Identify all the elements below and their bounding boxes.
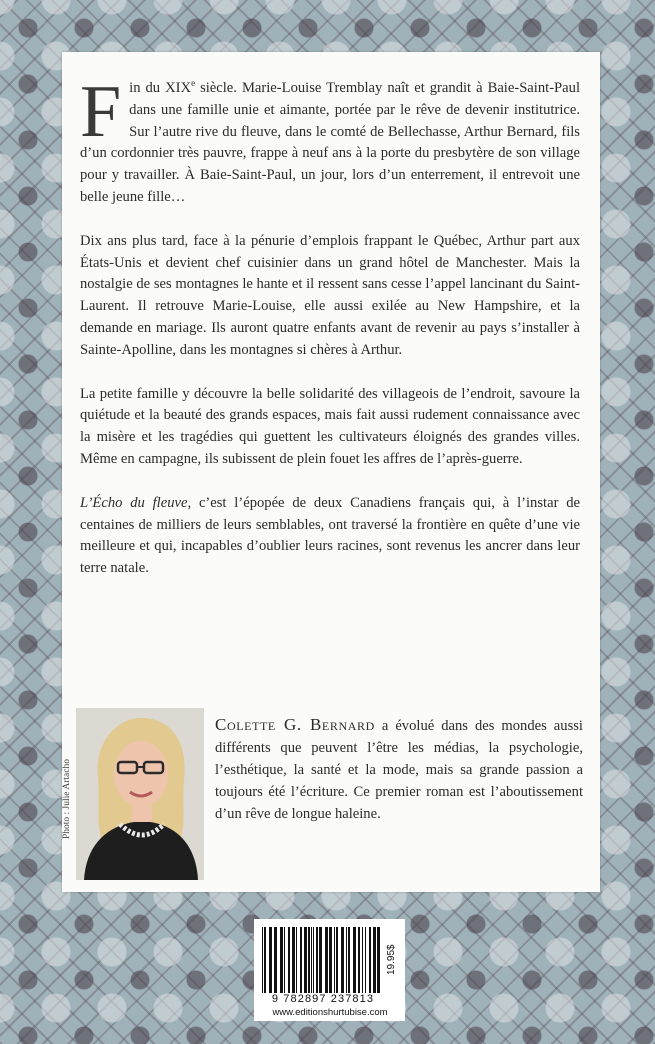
price: 19.95$ xyxy=(386,944,397,976)
synopsis-paragraph-2: Dix ans plus tard, face à la pénurie d’emplois frappant le Québec, Arthur part aux États-Unis et devient chef cuisinier dans un grand hôtel de Manchester. Mais la nostalgie de ses montagnes le hante et il ressent sans cesse l’appel lancinant du Saint-Laurent. Il retrouve Marie-Louise, elle aussi exilée au New Hampshire, et la demande en mariage. Ils auront quatre enfants avant de revenir au pays s’installer à Sainte-Apolline, dans les montagnes si chères à Arthur. xyxy=(80,232,580,358)
synopsis xyxy=(80,71,581,602)
photo-credit: Photo : Julie Artacho xyxy=(62,759,72,839)
barcode-block xyxy=(254,919,405,1021)
isbn-barcode xyxy=(260,927,386,993)
isbn-number: 9 782897 237813 xyxy=(271,993,375,1005)
synopsis-paragraph-3: La petite famille y découvre la belle solidarité des villageois de l’endroit, savoure la quiétude et la beauté des grands espaces, mais fait aussi rudement connaissance avec la misère et les tragédies qui guettent les cultivateurs éloignés des grandes villes. Même en campagne, ils subissent de plein fouet les affres de l’après-guerre. xyxy=(80,385,580,467)
author-bio: Colette G. Bernard a évolué dans des mondes aussi différents que peuvent l’être les médias, la psychologie, l’esthétique, la santé et la mode, mais sa grande passion a toujours été l’écriture. Ce premier roman est l’aboutissement d’un rêve de longue haleine. xyxy=(215,715,583,822)
drop-cap: F xyxy=(80,71,122,153)
author-photo xyxy=(76,708,204,880)
synopsis-paragraph-1: Fin du XIXe siècle. Marie-Louise Tremblay naît et grandit à Baie-Saint-Paul dans une famille unie et aimante, portée par le rêve de devenir institutrice. Sur l’autre rive du fleuve, dans le comté de Bellechasse, Arthur Bernard, fils d’un cordonnier très pauvre, frappe à neuf ans à la porte du presbytère de son village pour y travailler. À Baie-Saint-Paul, un jour, lors d’un enterrement, il entrevoit une belle jeune fille… xyxy=(80,71,580,205)
text-panel xyxy=(62,52,600,892)
publisher-website[interactable]: www.editionshurtubise.com xyxy=(272,1007,388,1018)
book-title: L’Écho du fleuve xyxy=(80,494,188,511)
author-name: Colette G. Bernard xyxy=(215,715,375,734)
synopsis-paragraph-4: L’Écho du fleuve, c’est l’épopée de deux Canadiens français qui, à l’instar de centaines de milliers de leurs semblables, ont traversé la frontière en quête d’une vie meilleure et qui, incapables d’oublier leurs racines, sont revenus les ancrer dans leur terre natale. xyxy=(80,494,581,577)
